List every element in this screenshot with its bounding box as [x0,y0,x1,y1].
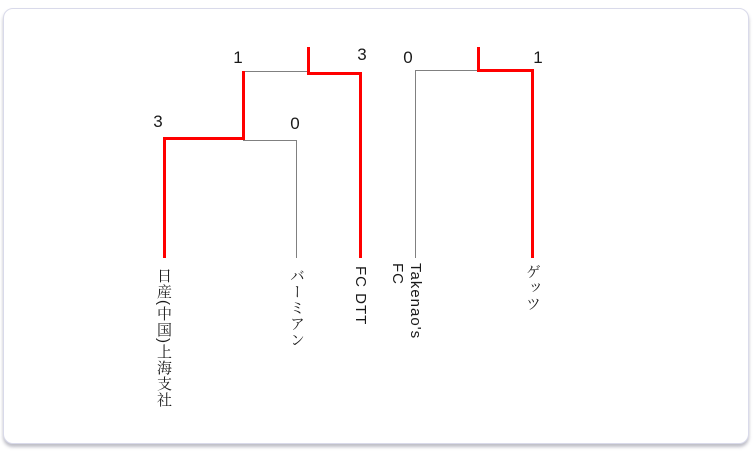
score-final-fc-dtt: 3 [357,45,367,64]
team-line-fc-dtt-winner-path [359,72,362,258]
semifinal-winner-path-horizontal [163,137,245,140]
score-right-match-takenaos: 0 [403,48,413,67]
right-match-winner-path-horizontal [477,69,534,72]
semifinal-winner-advance-line [242,71,245,140]
score-semifinal-nissan: 3 [153,112,163,131]
score-semifinal-bamiyan: 0 [290,114,300,133]
semifinal-loser-connector-line [243,140,297,141]
team-label-nissan-china-shanghai: 日産(中国)上海支社 [155,268,172,408]
score-final-nissan: 1 [233,48,243,67]
team-line-getsu-winner-path [531,69,534,258]
team-label-fc-dtt: FC DTT [352,266,369,326]
final-left-champion-stub-winner-path [307,47,310,74]
score-right-match-getsu: 1 [533,48,543,67]
right-match-loser-connector-line [415,70,477,71]
team-label-bamiyan: バーミアン [288,268,305,348]
final-left-winner-path-horizontal [307,72,362,75]
team-label-getsu: ゲッツ [524,264,541,312]
team-line-bamiyan [296,140,297,258]
bracket-panel [3,8,749,444]
team-line-nissan-winner-path [163,137,166,258]
final-left-connector-line [243,71,307,72]
team-label-takenaos-fc: Takenao's FC [389,263,424,340]
team-line-takenaos [415,70,416,258]
